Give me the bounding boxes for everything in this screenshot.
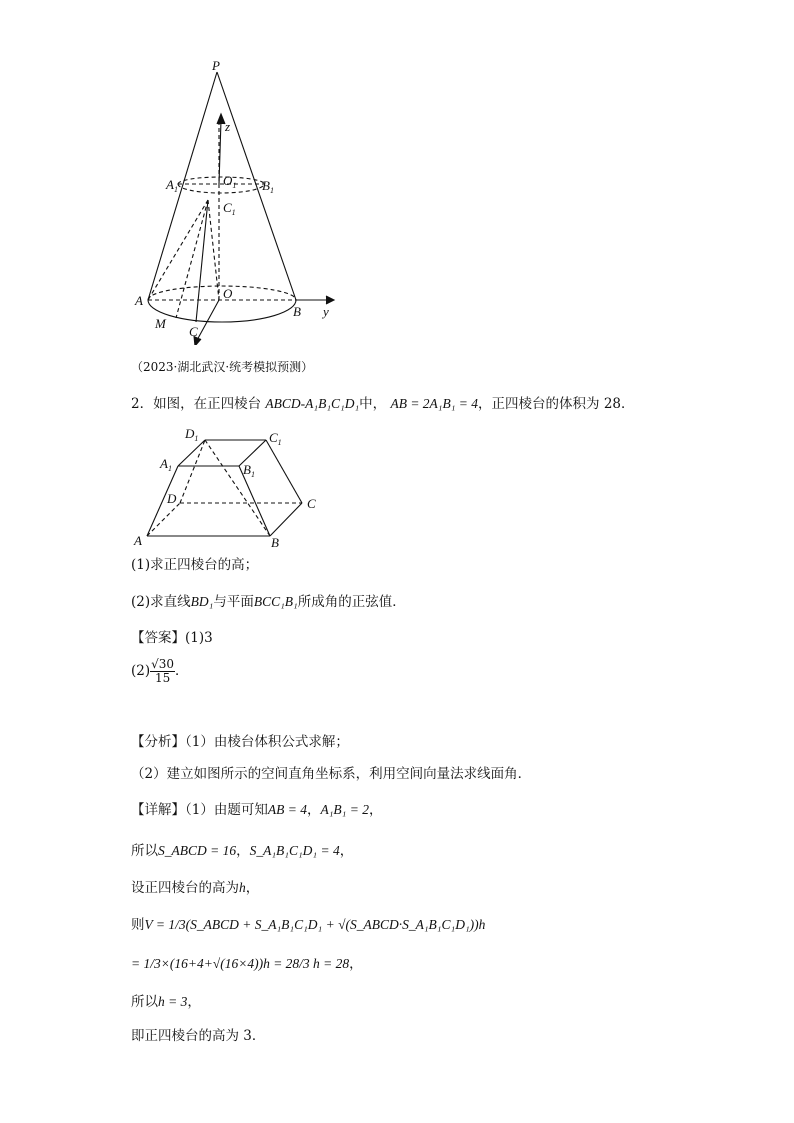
analysis-label: 【分析】	[131, 734, 185, 750]
answer-line-2: (2) $\frac{√30}{15}$ ．	[131, 657, 189, 685]
z-axis-arrow	[217, 114, 225, 124]
plane-BCC1B1: BCC₁B₁	[253, 594, 298, 609]
volume-formula: V = 1/3(S_ABCD + S_A₁B₁C₁D₁ + √(S_ABCD·S_A₁B₁C₁D₁))h	[144, 917, 486, 932]
problem-text-suffix: ，正四棱台的体积为 28．	[478, 396, 635, 412]
label-P: P	[212, 58, 220, 73]
problem-number: 2．	[131, 396, 154, 412]
problem-condition: AB = 2A₁B₁ = 4	[390, 396, 479, 411]
label-z: z	[225, 119, 231, 134]
label-C1: $C_1$	[223, 200, 236, 217]
line-C1-C	[196, 200, 208, 322]
top-ellipse-back	[178, 177, 264, 184]
detail-line-4: 则V = 1/3(S_ABCD + S_A₁B₁C₁D₁ + √(S_ABCD·S_A₁B₁C₁D₁))h	[131, 917, 486, 933]
problem-text-prefix: 如图，在正四棱台	[153, 396, 262, 412]
label-O1: $O_1$	[223, 173, 237, 190]
label-O: O	[223, 286, 233, 301]
label-C: C	[307, 496, 316, 511]
detail-label: 【详解】	[131, 802, 185, 818]
line-BD1: BD₁	[190, 594, 214, 609]
label-B: B	[293, 304, 301, 319]
edge-A1D1	[178, 440, 205, 466]
frustum-name: ABCD-A₁B₁C₁D₁	[265, 396, 360, 411]
label-M: M	[155, 316, 166, 331]
label-A1: $A_1$	[160, 456, 172, 473]
edge-BC	[270, 503, 302, 536]
label-B1: $B_1$	[262, 178, 274, 195]
detail-line-3: 设正四棱台的高为h，	[131, 880, 260, 896]
detail-line-5: = 1/3×(16+4+√(16×4))h = 28/3 h = 28，	[131, 956, 363, 972]
label-D: D	[167, 491, 177, 506]
label-C: C	[189, 324, 198, 339]
label-B1: $B_1$	[243, 462, 255, 479]
y-axis-arrow	[326, 296, 334, 304]
label-B: B	[271, 535, 279, 550]
analysis-line-2: （2）建立如图所示的空间直角坐标系，利用空间向量法求线面角．	[131, 766, 532, 782]
label-A: A	[135, 293, 143, 308]
detail-line-7: 即正四棱台的高为 3．	[131, 1028, 266, 1044]
question-1: (1)求正四棱台的高；	[131, 557, 259, 573]
question-2: (2)求直线BD₁与平面BCC₁B₁所成角的正弦值．	[131, 594, 406, 610]
top-ellipse-front	[178, 184, 264, 193]
frustum-figure	[128, 420, 328, 550]
answer-label: 【答案】	[131, 630, 185, 646]
problem-text-mid: 中，	[359, 396, 387, 412]
base-ellipse-back	[148, 286, 296, 300]
detail-line-1: 【详解】（1）由题可知AB = 4，A₁B₁ = 2，	[131, 802, 383, 818]
line-C1-O	[208, 200, 219, 300]
answer-line-1	[131, 629, 213, 647]
label-y: y	[323, 304, 329, 319]
label-D1: $D_1$	[185, 426, 199, 443]
label-A: A	[134, 533, 142, 548]
answer-2-numerator: √30	[151, 657, 175, 671]
answer-2-denominator: 15	[154, 671, 171, 685]
detail-line-6: 所以h = 3，	[131, 994, 201, 1010]
segment-BD1	[205, 440, 270, 536]
label-A1: $A_1$	[166, 177, 178, 194]
analysis-line-1: 【分析】（1）由棱台体积公式求解；	[131, 734, 349, 750]
problem-statement	[131, 395, 635, 413]
edge-AD	[147, 503, 180, 536]
label-C1: $C_1$	[269, 430, 282, 447]
line-C1-A	[148, 200, 208, 300]
edge-DD1	[180, 440, 205, 503]
answer-1: (1)3	[185, 630, 213, 646]
edge-CC1	[266, 440, 302, 503]
answer-2-fraction	[150, 658, 175, 685]
cone-left-edge	[148, 72, 217, 300]
base-ellipse-front	[148, 300, 296, 322]
cone-figure	[120, 55, 360, 345]
detail-line-2: 所以S_ABCD = 16，S_A₁B₁C₁D₁ = 4，	[131, 843, 354, 859]
volume-calculation: = 1/3×(16+4+√(16×4))h = 28/3 h = 28	[131, 956, 350, 971]
source-note: （2023·湖北武汉·统考模拟预测）	[131, 360, 314, 374]
